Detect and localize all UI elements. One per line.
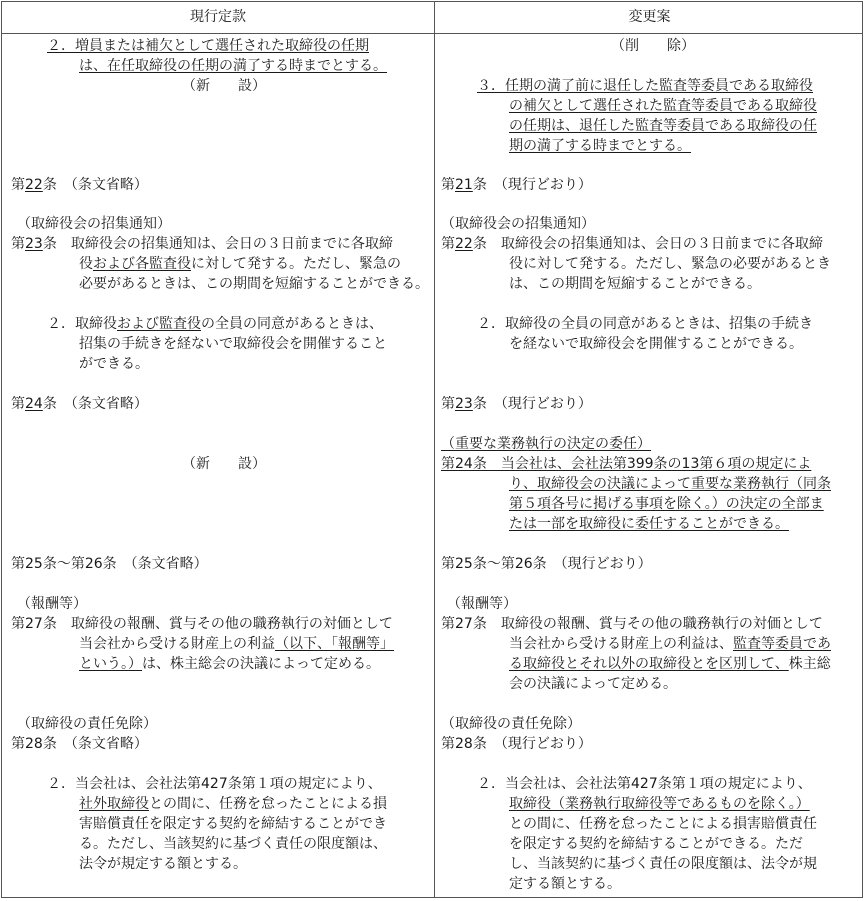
left-art-28-2-line-4: る。ただし、当該契約に基づく責任の限度額は、: [79, 836, 387, 852]
right-deleted-placeholder: （削 除）: [611, 38, 695, 54]
left-art-27-line-3: という。）は、株主総会の決議によって定める。: [79, 656, 380, 672]
left-art-2-line-2: は、在任取締役の任期の満了する時までとする。: [79, 58, 387, 74]
right-art-22-line-2: 役に対して発する。ただし、緊急の必要があるとき: [509, 256, 831, 272]
left-art-23-2-line-2: 招集の手続きを経ないで取締役会を開催すること: [79, 336, 387, 352]
right-art-22-title: （取締役会の招集通知）: [441, 216, 595, 232]
right-art-22-2-line-2: を経ないで取締役会を開催することができる。: [509, 336, 803, 352]
left-art-23-line-1: 第23条 取締役会の招集通知は、会日の３日前までに各取締: [11, 236, 393, 252]
left-new-placeholder-2: （新 設）: [182, 456, 266, 472]
right-art-24-line-1: 第24条 当会社は、会社法第399条の13第６項の規定によ: [441, 456, 812, 472]
left-art-28-title: （取締役の責任免除）: [17, 716, 157, 732]
right-art-28-2-line-3: との間に、任務を怠ったことによる損害賠償責任: [509, 816, 817, 832]
left-art-28: 第28条 （条文省略）: [11, 736, 148, 752]
right-art-28: 第28条 （現行どおり）: [441, 736, 592, 752]
right-art-25-26: 第25条〜第26条 （現行どおり）: [441, 556, 652, 572]
column-divider: [434, 2, 435, 897]
header-proposed-changes: 変更案: [628, 9, 671, 25]
left-art-23-line-2: 役および各監査役に対して発する。ただし、緊急の: [79, 256, 401, 272]
left-new-placeholder-1: （新 設）: [182, 78, 266, 94]
left-art-24: 第24条 （条文省略）: [11, 396, 148, 412]
header-current-articles: 現行定款: [190, 9, 246, 25]
left-art-2-line-1: ２．増員または補欠として選任された取締役の任期: [47, 38, 369, 54]
right-art-3-line-2: の補欠として選任された監査等委員である取締役: [509, 98, 817, 114]
right-art-28-2-line-1: ２．当会社は、会社法第427条第１項の規定により、: [477, 776, 812, 792]
right-art-24-line-4: たは一部を取締役に委任することができる。: [509, 516, 789, 532]
right-art-3-line-1: ３．任期の満了前に退任した監査等委員である取締役: [477, 78, 813, 94]
right-art-28-2-line-4: を限定する契約を締結することができる。ただ: [509, 836, 803, 852]
left-art-23-line-3: 必要があるときは、この期間を短縮することができる。: [79, 276, 429, 292]
right-art-24-line-2: り、取締役会の決議によって重要な業務執行（同条: [509, 476, 831, 492]
left-art-28-2-line-1: ２．当会社は、会社法第427条第１項の規定により、: [47, 776, 382, 792]
left-art-27-line-2: 当会社から受ける財産上の利益（以下、「報酬等」: [79, 636, 394, 652]
right-art-22-line-1: 第22条 取締役会の招集通知は、会日の３日前までに各取締: [441, 236, 823, 252]
right-art-28-title: （取締役の責任免除）: [441, 716, 581, 732]
left-art-28-2-line-5: 法令が規定する額とする。: [79, 856, 247, 872]
right-art-22-line-3: は、この期間を短縮することができる。: [509, 276, 761, 292]
right-art-21: 第21条 （現行どおり）: [441, 177, 592, 193]
left-art-23-2-line-1: ２．取締役および監査役の全員の同意があるときは、: [47, 316, 383, 332]
right-art-24-line-3: 第５項各号に掲げる事項を除く。）の決定の全部ま: [509, 496, 824, 512]
left-art-25-26: 第25条〜第26条 （条文省略）: [11, 556, 208, 572]
right-art-28-2-line-2: 取締役（業務執行取締役等であるものを除く。）: [509, 796, 810, 812]
right-art-27-line-2: 当会社から受ける財産上の利益は、監査等委員であ: [509, 636, 831, 652]
left-art-23-2-line-3: ができる。: [79, 356, 149, 372]
header-divider: [2, 33, 862, 34]
right-art-23: 第23条 （現行どおり）: [441, 396, 592, 412]
right-art-3-line-4: 期の満了する時までとする。: [509, 138, 691, 154]
right-art-27-title: （報酬等）: [447, 596, 517, 612]
right-art-28-2-line-5: し、当該契約に基づく責任の限度額は、法令が規: [509, 856, 817, 872]
right-art-28-2-line-6: 定する額とする。: [509, 876, 621, 892]
left-art-27-line-1: 第27条 取締役の報酬、賞与その他の職務執行の対価として: [11, 616, 393, 632]
right-art-27-line-4: 会の決議によって定める。: [509, 676, 677, 692]
left-art-23-title: （取締役会の招集通知）: [17, 216, 171, 232]
left-art-27-title: （報酬等）: [17, 596, 87, 612]
right-art-3-line-3: の任期は、退任した監査等委員である取締役の任: [509, 118, 817, 134]
left-art-28-2-line-3: 害賠償責任を限定する契約を締結することができ: [79, 816, 387, 832]
right-art-27-line-1: 第27条 取締役の報酬、賞与その他の職務執行の対価として: [441, 616, 823, 632]
left-art-28-2-line-2: 社外取締役との間に、任務を怠ったことによる損: [79, 796, 387, 812]
right-art-24-title: （重要な業務執行の決定の委任）: [441, 436, 651, 452]
left-art-22: 第22条 （条文省略）: [11, 177, 148, 193]
right-art-22-2-line-1: ２．取締役の全員の同意があるときは、招集の手続き: [477, 316, 813, 332]
right-art-27-line-3: る取締役とそれ以外の取締役とを区別して、株主総: [509, 656, 831, 672]
